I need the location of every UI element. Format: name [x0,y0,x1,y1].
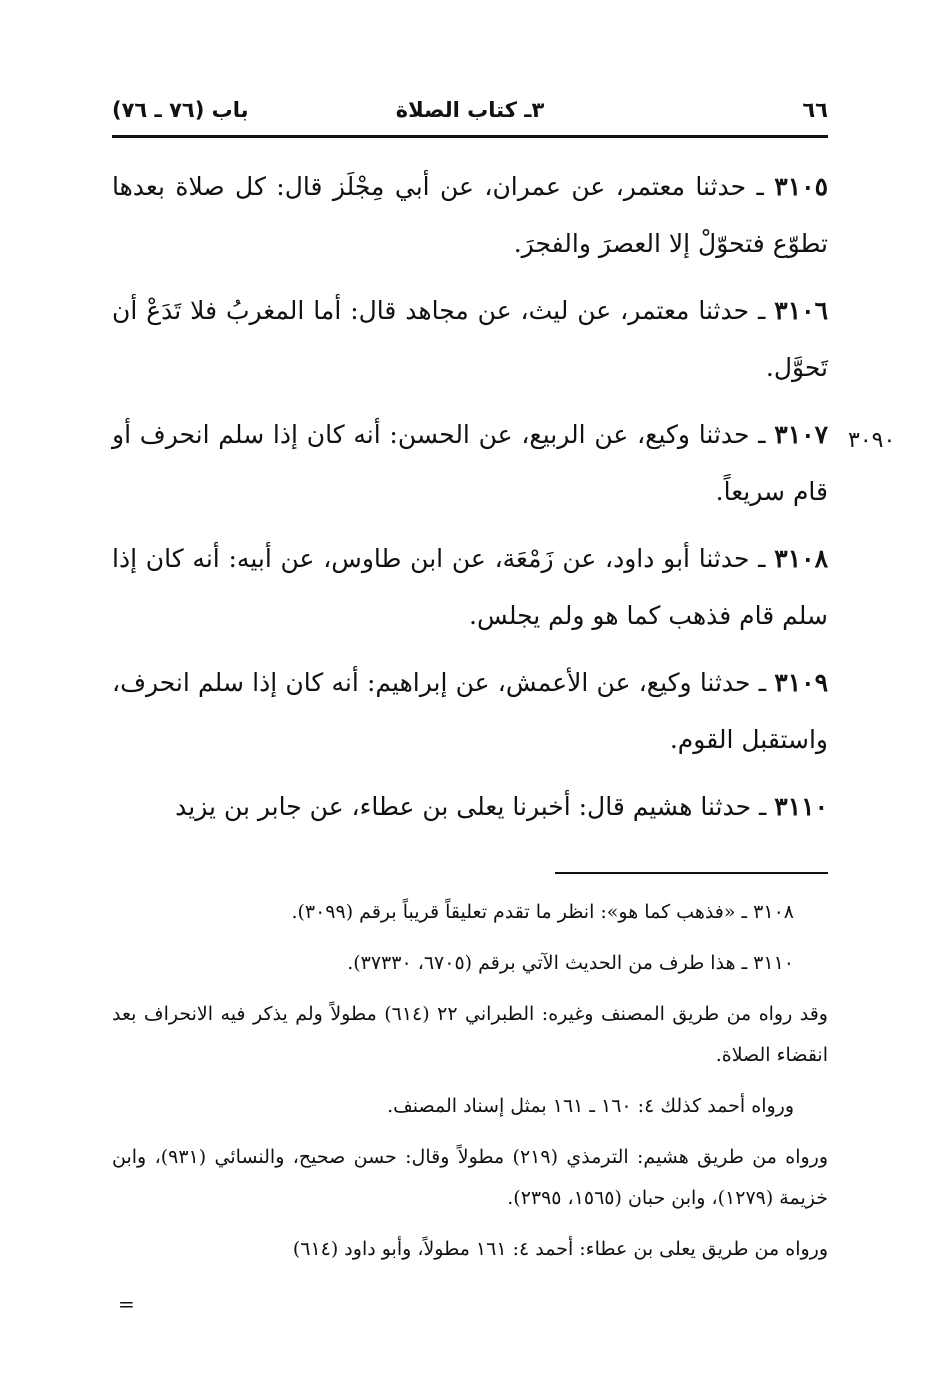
footnote-divider [555,872,828,874]
hadith-text: ـ حدثنا وكيع، عن الربيع، عن الحسن: أنه كان إذا سلم انحرف أو قام سريعاً. [112,420,828,506]
footnote: ورواه من طريق يعلى بن عطاء: أحمد ٤: ١٦١ مطولاً، وأبو داود (٦١٤) [292,1238,828,1260]
hadith-number: ٣١٠٥ [774,172,828,201]
hadith-paragraph [112,530,828,644]
footnote: ورواه من طريق هشيم: الترمذي (٢١٩) مطولاً وقال: حسن صحيح، والنسائي (٩٣١)، وابن خزيمة (١٢٧٩)، وابن حبان (١٥٦٥، ٢٣٩٥). [112,1146,828,1209]
hadith-paragraph [112,158,828,272]
hadith-paragraph [112,654,828,768]
book-title: ٣ـ كتاب الصلاة [395,98,545,122]
hadith-text: ـ حدثنا أبو داود، عن زَمْعَة، عن ابن طاوس، عن أبيه: أنه كان إذا سلم قام فذهب كما هو ولم يجلس. [112,544,828,630]
hadith-number: ٣١١٠ [774,792,828,821]
footnotes [112,892,828,1280]
hadith-number: ٣١٠٦ [774,296,828,325]
footnote: ورواه أحمد كذلك ٤: ١٦٠ ـ ١٦١ بمثل إسناد المصنف. [387,1095,794,1117]
margin-reference-number: ٣٠٩٠ [848,428,896,453]
footnote: ٣١١٠ ـ هذا طرف من الحديث الآتي برقم (٦٧٠٥، ٣٧٣٣٠). [347,952,794,974]
hadith-paragraph [112,406,828,520]
hadith-text: ـ حدثنا معتمر، عن ليث، عن مجاهد قال: أما المغربُ فلا تَدَعْ أن تَحوَّل. [112,296,828,382]
chapter-label: باب (٧٦ ـ ٧٦) [112,98,249,122]
running-header [112,92,828,128]
footnote: ٣١٠٨ ـ «فذهب كما هو»: انظر ما تقدم تعليقاً قريباً برقم (٣٠٩٩). [291,901,794,923]
continuation-mark: = [118,1292,135,1316]
header-divider [112,135,828,138]
footnote: وقد رواه من طريق المصنف وغيره: الطبراني ٢٢ (٦١٤) مطولاً ولم يذكر فيه الانحراف بعد انقضاء الصلاة. [112,1003,828,1066]
hadith-paragraph [112,282,828,396]
page-number: ٦٦ [802,98,828,122]
hadith-number: ٣١٠٩ [774,668,829,697]
hadith-text: ـ حدثنا هشيم قال: أخبرنا يعلى بن عطاء، عن جابر بن يزيد [175,792,767,821]
hadith-text: ـ حدثنا معتمر، عن عمران، عن أبي مِجْلَز قال: كل صلاة بعدها تطوّع فتحوّلْ إلا العصرَ والفجرَ. [112,172,828,258]
hadith-number: ٣١٠٨ [774,544,828,573]
hadith-paragraph [112,778,828,835]
hadith-text: ـ حدثنا وكيع، عن الأعمش، عن إبراهيم: أنه كان إذا سلم انحرف، واستقبل القوم. [112,668,828,754]
hadith-number: ٣١٠٧ [774,420,828,449]
hadith-list [112,158,828,845]
